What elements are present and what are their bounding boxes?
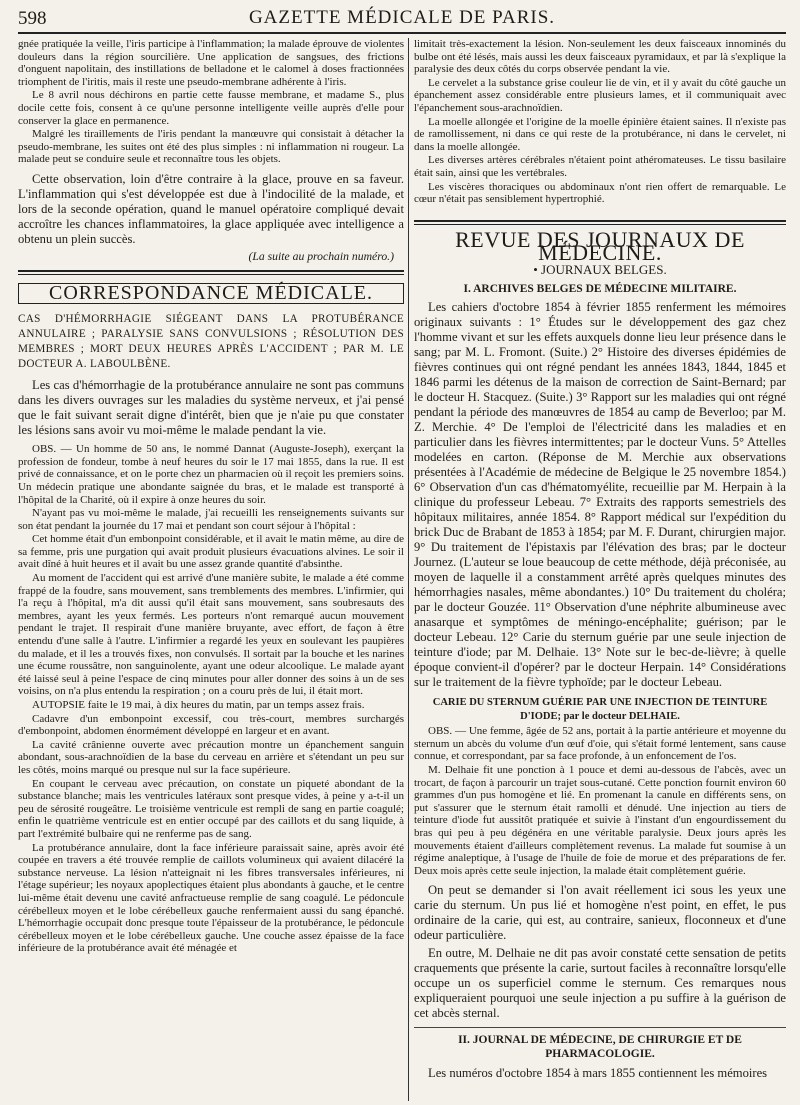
paragraph: Le cervelet a la substance grise couleur lie de vin, et il y avait du côté gauche un épanchement assez considérable entre plusieurs lames, et il communiquait avec l'épanchement sous-arachnoïdien.	[414, 76, 786, 114]
right-column	[414, 38, 786, 1101]
carie-heading: CARIE DU STERNUM GUÉRIE PAR UNE INJECTION DE TEINTURE D'IODE; par le docteur DELHAIE.	[432, 697, 768, 722]
observation-paragraph: La protubérance annulaire, dont la face inférieure paraissait saine, après avoir été coupée en travers a été trouvée remplie de caillots volumineux qui avaient dilacéré la substance nerveuse. La lésion n'atteignait ni les fibres transversales inférieures, ni l'étage supérieur; les noyaux apoplectiques étaient plus abondants à gauche, et le centre lui-même était devenu une cavité anfractueuse remplie de sang coagulé. Le pédoncule cérébelleux moyen et le lobe cérébelleux gauche renfermaient aussi du sang épanché. L'hémorrhagie occupait donc presque toute l'épaisseur de la protubérance, le pédoncule cérébelleux moyen et le lobe cérébelleux gauche. Une couche assez épaisse de la face inférieure de la protubérance avait été ménagée et	[18, 841, 404, 955]
paragraph: limitait très-exactement la lésion. Non-seulement les deux faisceaux innominés du bulbe ont été lésés, mais aussi les deux faisceaux pyramidaux, et par là s'explique la paralysie des deux côtés du corps observée pendant la vie.	[414, 38, 786, 76]
archives-paragraph: Les cahiers d'octobre 1854 à février 1855 renferment les mémoires originaux suivants : 1° Études sur le développement des gaz chez l'homme vivant et sur les effets auxquels donne lieu leur présence dans le sang; par M. L. Fromont. (Suite.) 2° Histoire des diverses épidémies de fièvres continues qui ont régné pendant les années 1843, 1844, 1845 et 1846 parmi les détenus de la maison de correction de Saint-Bernard; par le docteur H. Stacquez. (Suite.) 3° Rapport sur les maladies qui ont régné pendant la période des manœuvres de 1854 au camp de Beverloo; par M. Z. Merchie. 4° De l'emploi de l'électricité dans les maladies et en particulier dans les fièvres intermittentes; par le docteur Vuns. 5° Attelles modelées en carton. (Réponse de M. Merchie aux observations présentées à l'Académie de médecine de Belgique le 25 novembre 1854.) 6° Observation d'un cas d'hématomyélite, recueillie par M. Herpain à la clinique du professeur Lebeau. 7° Extraits des rapports semestriels des hôpitaux militaires, année 1854. 8° Rapport médical sur l'expédition du brick Duc de Brabant de 1853 à 1854; par M. F. Durant, chirurgien major. 9° Du traitement de l'épistaxis par l'élévation des bras; par le docteur Journez. (L'auteur se loue beaucoup de cette méthode, déjà préconisée, au moyen de laquelle il a constamment arrêté après quelques minutes des hémorrhagies nasales, même abondantes.) 10° Du traitement du choléra; par le docteur Gouzée. 11° Observation d'une néphrite albumineuse avec anasarque et symptômes de méningo-encéphalite; guérison; par le docteur Lebeau. 12° Carie du sternum guérie par une seule injection de teinture d'iode; par M. Delhaie. 13° Note sur le bec-de-lièvre; à quelle époque convient-il d'opérer? par le docteur Herpain. 14° Considérations sur le traitement de la fièvre typhoïde; par le docteur Lebeau.	[414, 300, 786, 690]
observation-paragraph: En coupant le cerveau avec précaution, on constate un piqueté abondant de la substance blanche; mais les ventricules latéraux sont presque vides, à peine y a-t-il un peu de sérosité rougeâtre. Le troisième ventricule est rempli de sang en partie coagulé; enfin le quatrième ventricule est en entier occupé par des caillots et du sang liquide, à part l'extrémité bulbaire qui ne renferme pas de sang.	[18, 777, 404, 840]
observation-paragraph: La cavité crânienne ouverte avec précaution montre un épanchement sanguin abondant, sous-arachnoïdien de la base du cerveau en arrière et s'étendant un peu sur les côtés, moins marqué ou presque nul sur la face supérieure.	[18, 738, 404, 776]
observation-paragraph: M. Delhaie fit une ponction à 1 pouce et demi au-dessous de l'abcès, avec un trocart, de façon à parcourir un trajet sous-cutané. Cette ponction fournit environ 60 grammes d'un pus homogène et lié. En promenant la canule en différents sens, on put s'assurer que le sternum était ramolli et dénudé. Une injection au tiers de teinture d'iode fut aussitôt pratiquée et suivie à l'instant d'un engourdissement du bras qui peu à peu dégénéra en une véritable paralysie. Deux jours après les mouvements étaient d'ailleurs complètement revenus. La malade fut soumise à un régime analeptique, à l'usage de l'huile de foie de morue et des préparations de fer. Deux mois après cette seule injection, la malade était complètement guérie.	[414, 764, 786, 877]
column-divider	[408, 38, 409, 1101]
case-intro: Les cas d'hémorrhagie de la protubérance annulaire ne sont pas communs dans les divers ouvrages sur les maladies du système nerveux, et j'ai pensé que le fait suivant serait digne d'intérêt, bien que je n'aie pu que constater les lésions sans avoir vu moi-même le malade pendant la vie.	[18, 378, 404, 438]
observation-paragraph: OBS. — Une femme, âgée de 52 ans, portait à la partie antérieure et moyenne du sternum un abcès du volume d'un œuf d'oie, qui s'était formé lentement, sans cause connue, et correspondant, par sa face profonde, à un enfoncement de l'os.	[414, 725, 786, 763]
page-header	[18, 4, 786, 34]
case-title: CAS D'HÉMORRHAGIE SIÉGEANT DANS LA PROTUBÉRANCE ANNULAIRE ; PARALYSIE SANS CONVULSIONS ; RÉSOLUTION DES MEMBRES ; MORT DEUX HEURES APRÈS L'ACCIDENT ; PAR M. LE DOCTEUR A. LABOULBÈNE.	[18, 313, 404, 371]
conclusion-paragraph: Cette observation, loin d'être contraire à la glace, prouve en sa faveur. L'inflammation qui s'est développée est due à l'indocilité de la malade, et lors de la seconde opération, quand le manuel opératoire compliqué devait accroître les chances inflammatoires, la glace appliquée avec intelligence a obtenu un plein succès.	[18, 171, 404, 246]
autopsy-paragraph: AUTOPSIE faite le 19 mai, à dix heures du matin, par un temps assez frais.	[32, 699, 365, 711]
page-number: 598	[18, 8, 47, 29]
left-column	[18, 38, 404, 1101]
journal-title: GAZETTE MÉDICALE DE PARIS.	[248, 7, 556, 28]
paragraph: gnée pratiquée la veille, l'iris participe à l'inflammation; la malade éprouve de violentes douleurs dans la région sourcilière. Une application de sangsues, des frictions d'onguent napolitain, des instillations de belladone et le calomel à doses fractionnées triomphent de l'iritis, mais il reste une pseudo-membrane adhérente à l'iris.	[18, 38, 404, 88]
section-heading: I. ARCHIVES BELGES DE MÉDECINE MILITAIRE.	[463, 282, 737, 295]
paragraph: Malgré les tiraillements de l'iris pendant la manœuvre qui consistait à détacher la pseudo-membrane, les suites ont été des plus simples : ni inflammation ni rougeur. La malade peut se conduire seule et reconnaître tous les objets.	[18, 128, 404, 166]
paragraph: Les viscères thoraciques ou abdominaux n'ont rien offert de remarquable. Le cœur n'était pas sensiblement hypertrophié.	[414, 180, 786, 206]
revue-subheading: • JOURNAUX BELGES.	[533, 261, 667, 277]
observation-paragraph: Au moment de l'accident qui est arrivé d'une manière subite, le malade a été comme frappé de la foudre, sans mouvement, sans tremblements des membres. L'infirmier, qui l'a reçu à l'hôpital, m'a dit aussi qu'il était sans mouvement, sans soubresauts des membres, ayant les yeux fermés. Les porteurs n'ont remarqué aucun mouvement pendant le trajet. Il respirait d'une manière bruyante, avec effort, de façon à être entendu d'une salle à l'autre. L'infirmier a regardé les yeux en soulevant les paupières du malade, et il les a trouvés fixes, non convulsés. Il sortait par la bouche et les narines une écume roussâtre, non sanguinolente, ayant une odeur alcoolique. Le malade ayant été laissé seul à peine l'espace de cinq minutes pour aller donner des soins à un de ses voisins, on n'a plus entendu la respiration ; on a couru près de lui, il était mort.	[18, 572, 404, 698]
section-rule	[18, 270, 404, 275]
observation-paragraph: Cet homme était d'un embonpoint considérable, et il avait le matin même, au dire de sa femme, pris une purgation qui avait produit plusieurs évacuations alvines. Le soir il avait dîné à huit heures et il avait bu une assez grande quantité d'absinthe.	[18, 533, 404, 571]
observation-paragraph: OBS. — Un homme de 50 ans, le nommé Dannat (Auguste-Joseph), exerçant la profession de fondeur, tombe à neuf heures du soir le 17 mai 1855, dans la rue. Il est privé de connaissance, et on le porte chez un pharmacien où il reçoit les premiers soins. Un médecin pratique une abondante saignée du bras, et le malade est transporté à l'hôpital de la Charité, où il expire à onze heures du soir.	[18, 443, 404, 506]
continued-note: (La suite au prochain numéro.)	[248, 249, 394, 263]
commentary-paragraph: En outre, M. Delhaie ne dit pas avoir constaté cette sensation de petits craquements que présente la carie, surtout faciles à reconnaître lorsqu'elle occupe un os superficiel comme le sternum. Ces remarques nous expliqueraient pourquoi une seule injection a pu suffire à la guérison de cet abcès sternal.	[414, 946, 786, 1021]
section-rule	[414, 220, 786, 225]
correspondance-heading: CORRESPONDANCE MÉDICALE.	[18, 283, 404, 305]
observation-paragraph: N'ayant pas vu moi-même le malade, j'ai recueilli les renseignements suivants sur son état pendant la journée du 17 mai et pendant son court séjour à l'hôpital :	[18, 507, 404, 532]
observation-paragraph: Cadavre d'un embonpoint excessif, cou très-court, membres surchargés d'embonpoint, abdomen énormément développé en largeur et en avant.	[18, 712, 404, 738]
section-rule	[414, 1027, 786, 1028]
paragraph: La moelle allongée et l'origine de la moelle épinière étaient saines. Il n'existe pas de ramollissement, ni dans ce qui reste de la protubérance, ni dans le cervelet, ni dans la moelle allongée.	[414, 115, 786, 153]
paragraph: Le 8 avril nous déchirons en partie cette fausse membrane, et madame S., plus docile cette fois, consent à ce qu'une personne intelligente veille auprès d'elle pour conserver la glace en permanence.	[18, 89, 404, 127]
paragraph: Les diverses artères cérébrales n'étaient point athéromateuses. Le tissu basilaire était sain, ainsi que les vertébrales.	[414, 154, 786, 179]
section-heading: II. JOURNAL DE MÉDECINE, DE CHIRURGIE ET DE PHARMACOLOGIE.	[458, 1034, 742, 1060]
paragraph: Les numéros d'octobre 1854 à mars 1855 contiennent les mémoires	[428, 1065, 768, 1080]
revue-heading: REVUE DES JOURNAUX DE MÉDECINE.	[455, 226, 745, 266]
commentary-paragraph: On peut se demander si l'on avait réellement ici sous les yeux une carie du sternum. Un pus lié et homogène n'est point, en effet, le pus ordinaire de la carie, qui est, au contraire, sanieux, floconneux et d'une odeur particulière.	[414, 883, 786, 943]
